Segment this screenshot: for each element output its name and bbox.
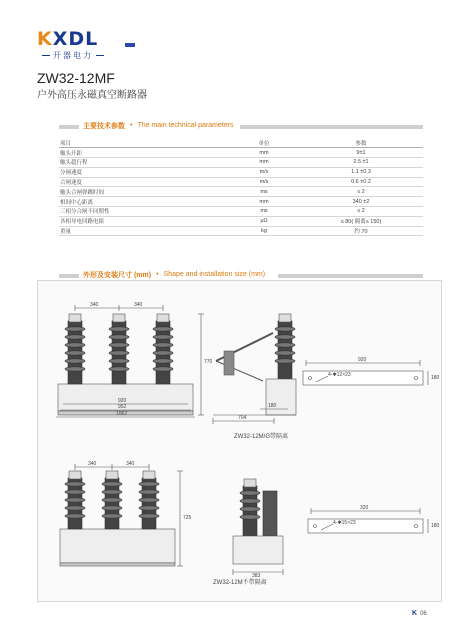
spec-cell: ≤ 2 [299, 207, 423, 217]
spec-cell: 9±1 [299, 148, 423, 158]
spec-cell: 三相分合闸不同期性 [59, 207, 229, 217]
drawing2-caption: ZW32-12M不带隔离 [213, 580, 267, 586]
dim-d2-hole-h: 180 [431, 523, 440, 529]
dim-d2-top-b: 340 [126, 461, 135, 467]
spec-cell: m/s [229, 177, 299, 187]
spec-table-row [59, 177, 423, 187]
drawing1-caption: ZW32-12M/G带隔离 [234, 434, 289, 440]
drawing-panel [37, 280, 442, 602]
dim-d2-side-w: 383 [252, 573, 261, 579]
spec-cell: ms [229, 207, 299, 217]
spec-table-row [59, 226, 423, 236]
spec-cell: ≤ 80( 隔离≤ 150) [299, 216, 423, 226]
side-view-2 [233, 479, 283, 575]
spec-cell: 合闸速度 [59, 177, 229, 187]
spec-cell: 项目 [59, 138, 229, 148]
front-view-1 [56, 305, 204, 417]
spec-cell: 重量 [59, 226, 229, 236]
spec-cell: 分闸速度 [59, 167, 229, 177]
spec-cell: μΩ [229, 216, 299, 226]
section-bar-left [59, 125, 79, 129]
dim-d1-top-a: 340 [90, 302, 99, 308]
section-heading-dimensions: 外形及安装尺寸 (mm) • Shape and installation size (mm) [83, 271, 266, 279]
dim-d1-height: 770 [204, 359, 213, 365]
product-subtitle: 户外高压永磁真空断路器 [37, 90, 147, 101]
spec-cell: 340 ±2 [299, 197, 423, 207]
spec-table-row [59, 207, 423, 217]
spec-cell: 触头超行程 [59, 158, 229, 168]
hole-view-2 [308, 508, 428, 533]
product-title: ZW32-12MF [37, 70, 115, 86]
spec-table-row [59, 216, 423, 226]
spec-cell: 0.6 ±0.2 [299, 177, 423, 187]
dim-d1-hole-label: 4-✱12×23 [328, 372, 351, 378]
spec-cell: 各相导电回路电阻 [59, 216, 229, 226]
hole-view-1 [303, 360, 428, 385]
section-heading-params: 主要技术参数 • The main technical parameters [83, 122, 234, 130]
spec-table-header [59, 138, 423, 148]
brand-subtitle: 开器电力 [39, 50, 107, 61]
section-bar-right [240, 125, 423, 129]
spec-table-row [59, 167, 423, 177]
spec-table-row [59, 148, 423, 158]
dim-d1-b2: 952 [118, 404, 127, 410]
spec-cell: 触头合闸弹跳时间 [59, 187, 229, 197]
spec-cell: 1.1 ±0.3 [299, 167, 423, 177]
dim-d2-top-a: 340 [88, 461, 97, 467]
spec-cell: 触头开距 [59, 148, 229, 158]
dim-d1-side-w: 704 [238, 415, 247, 421]
spec-table-row [59, 187, 423, 197]
spec-cell: 参数 [299, 138, 423, 148]
spec-cell: 相间中心距离 [59, 197, 229, 207]
brand-logo [37, 28, 107, 64]
dim-d1-hole-len: 920 [358, 357, 367, 363]
spec-cell: ≤ 2 [299, 187, 423, 197]
spec-cell: 2.5 ±1 [299, 158, 423, 168]
spec-table-row [59, 158, 423, 168]
spec-table [59, 138, 423, 236]
dim-d1-side-h: 180 [268, 403, 277, 409]
dim-d2-hole-label: 4-✱15×23 [333, 520, 356, 526]
spec-cell: 约 70 [299, 226, 423, 236]
spec-cell: ms [229, 187, 299, 197]
brand-mark-icon: K [412, 610, 418, 617]
technical-drawings [38, 281, 443, 603]
spec-cell: m/s [229, 167, 299, 177]
section-bar-left-2 [59, 274, 79, 278]
section-bar-right-2 [278, 274, 423, 278]
spec-cell: mm [229, 148, 299, 158]
spec-cell: mm [229, 158, 299, 168]
spec-cell: 单位 [229, 138, 299, 148]
dim-d2-height: 725 [183, 515, 192, 521]
header-accent-bar [125, 43, 135, 47]
spec-cell: kg [229, 226, 299, 236]
brand-wordmark: KXDL [37, 28, 99, 50]
spec-cell: mm [229, 197, 299, 207]
dim-d1-b3: 1062 [116, 411, 128, 417]
dim-d1-hole-h: 180 [431, 375, 440, 381]
dim-d1-top-b: 340 [134, 302, 143, 308]
page-number: K 06 [412, 610, 427, 617]
dim-d1-b1: 920 [118, 398, 127, 404]
spec-table-row [59, 197, 423, 207]
front-view-2 [60, 464, 183, 566]
side-view-1 [213, 314, 296, 424]
dim-d2-hole-len: 320 [360, 505, 369, 511]
